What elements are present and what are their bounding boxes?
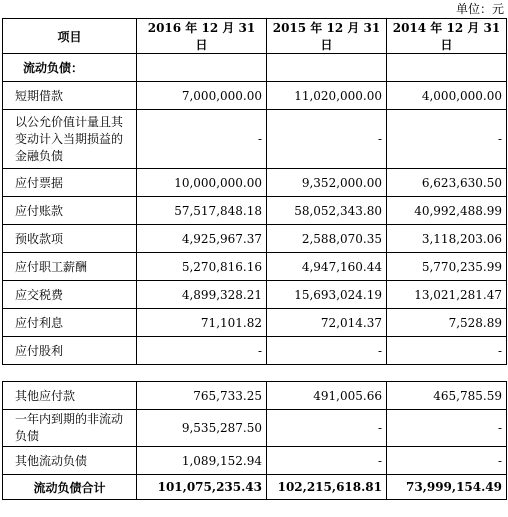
value-2015: - [267,447,387,475]
value-2016: 5,270,816.16 [137,253,267,281]
table-row [3,410,507,447]
row-label: 应付利息 [3,309,137,337]
value-2015: 11,020,000.00 [267,82,387,110]
table-row [3,225,507,253]
value-2016: 7,000,000.00 [137,82,267,110]
value-2015: 58,052,343.80 [267,197,387,225]
section-title: 流动负债： [3,54,137,82]
header-row [3,19,507,54]
value-2014: - [387,447,507,475]
total-2015: 102,215,618.81 [267,475,387,500]
value-2016: - [137,337,267,365]
value-2016: 4,899,328.21 [137,281,267,309]
row-label: 其他应付款 [3,382,137,410]
value-2014: 465,785.59 [387,382,507,410]
header-2016: 2016 年 12 月 31 日 [137,19,267,54]
header-item: 项目 [3,19,137,54]
table-row [3,447,507,475]
row-label: 应付票据 [3,169,137,197]
header-2015: 2015 年 12 月 31 日 [267,19,387,54]
table-row [3,82,507,110]
value-2015: 15,693,024.19 [267,281,387,309]
value-2014: - [387,410,507,447]
value-2015: - [267,337,387,365]
row-label: 以公允价值计量且其变动计入当期损益的金融负债 [3,110,137,169]
value-2014: 5,770,235.99 [387,253,507,281]
row-label: 其他流动负债 [3,447,137,475]
value-2015: 2,588,070.35 [267,225,387,253]
value-2016: 10,000,000.00 [137,169,267,197]
total-2014: 73,999,154.49 [387,475,507,500]
value-2014: 40,992,488.99 [387,197,507,225]
value-2014: 13,021,281.47 [387,281,507,309]
value-2014: 6,623,630.50 [387,169,507,197]
row-label: 应付职工薪酬 [3,253,137,281]
table-row [3,169,507,197]
value-2016: 9,535,287.50 [137,410,267,447]
row-label: 一年内到期的非流动负债 [3,410,137,447]
value-2016: 765,733.25 [137,382,267,410]
total-row [3,475,507,500]
header-2014: 2014 年 12 月 31 日 [387,19,507,54]
value-2015: 9,352,000.00 [267,169,387,197]
table-row [3,309,507,337]
unit-label: 单位：元 [455,2,504,16]
row-label: 短期借款 [3,82,137,110]
value-2016: 57,517,848.18 [137,197,267,225]
section-row [3,54,507,82]
value-2014: 7,528.89 [387,309,507,337]
value-2014: 3,118,203.06 [387,225,507,253]
value-2016: 1,089,152.94 [137,447,267,475]
value-2015: 491,005.66 [267,382,387,410]
table-row [3,382,507,410]
table-gap [3,365,507,382]
value-2014: - [387,337,507,365]
value-2016: 71,101.82 [137,309,267,337]
value-2016: - [137,110,267,169]
total-label: 流动负债合计 [3,475,137,500]
value-2015: 72,014.37 [267,309,387,337]
table-row [3,281,507,309]
table-row [3,337,507,365]
current-liabilities-table [2,18,507,500]
value-2014: 4,000,000.00 [387,82,507,110]
row-label: 预收款项 [3,225,137,253]
row-label: 应付股利 [3,337,137,365]
table-row [3,197,507,225]
table-row [3,110,507,169]
row-label: 应交税费 [3,281,137,309]
table-row [3,253,507,281]
value-2016: 4,925,967.37 [137,225,267,253]
value-2015: - [267,110,387,169]
value-2014: - [387,110,507,169]
value-2015: 4,947,160.44 [267,253,387,281]
row-label: 应付账款 [3,197,137,225]
value-2015: - [267,410,387,447]
total-2016: 101,075,235.43 [137,475,267,500]
